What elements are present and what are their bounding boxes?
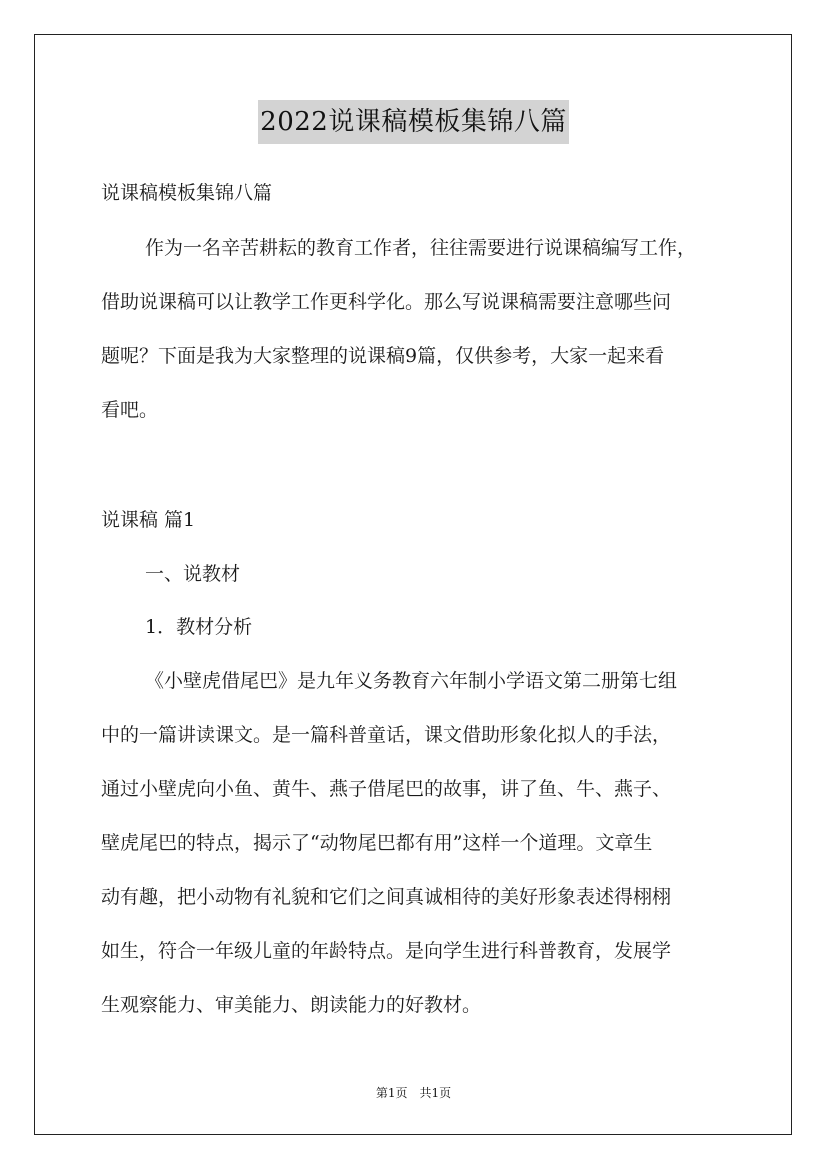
body-line: 《小壁虎借尾巴》是九年义务教育六年制小学语文第二册第七组 [145, 670, 678, 692]
body-line: 动有趣，把小动物有礼貌和它们之间真诚相待的美好形象表述得栩栩 [101, 886, 672, 908]
intro-line: 作为一名辛苦耕耘的教育工作者，往往需要进行说课稿编写工作， [145, 237, 697, 259]
intro-line: 借助说课稿可以让教学工作更科学化。那么写说课稿需要注意哪些问 [101, 291, 672, 313]
body-line: 通过小壁虎向小鱼、黄牛、燕子借尾巴的故事，讲了鱼、牛、燕子、 [101, 778, 672, 800]
sub-heading: 1．教材分析 [145, 616, 253, 638]
document-title: 2022说课稿模板集锦八篇 [258, 100, 569, 144]
section-heading: 说课稿 篇1 [101, 509, 196, 531]
body-line: 壁虎尾巴的特点，揭示了“动物尾巴都有用”这样一个道理。文章生 [101, 832, 653, 854]
title-container [0, 100, 827, 144]
part-heading: 一、说教材 [145, 563, 241, 585]
document-subtitle: 说课稿模板集锦八篇 [101, 182, 273, 204]
body-line: 生观察能力、审美能力、朗读能力的好教材。 [101, 994, 482, 1016]
intro-line: 看吧。 [101, 399, 159, 421]
body-line: 中的一篇讲读课文。是一篇科普童话，课文借助形象化拟人的手法， [101, 724, 672, 746]
page-footer: 第1页 共1页 [375, 1086, 452, 1100]
body-line: 如生，符合一年级儿童的年龄特点。是向学生进行科普教育，发展学 [101, 940, 672, 962]
intro-line: 题呢？下面是我为大家整理的说课稿9篇，仅供参考，大家一起来看 [101, 345, 665, 367]
